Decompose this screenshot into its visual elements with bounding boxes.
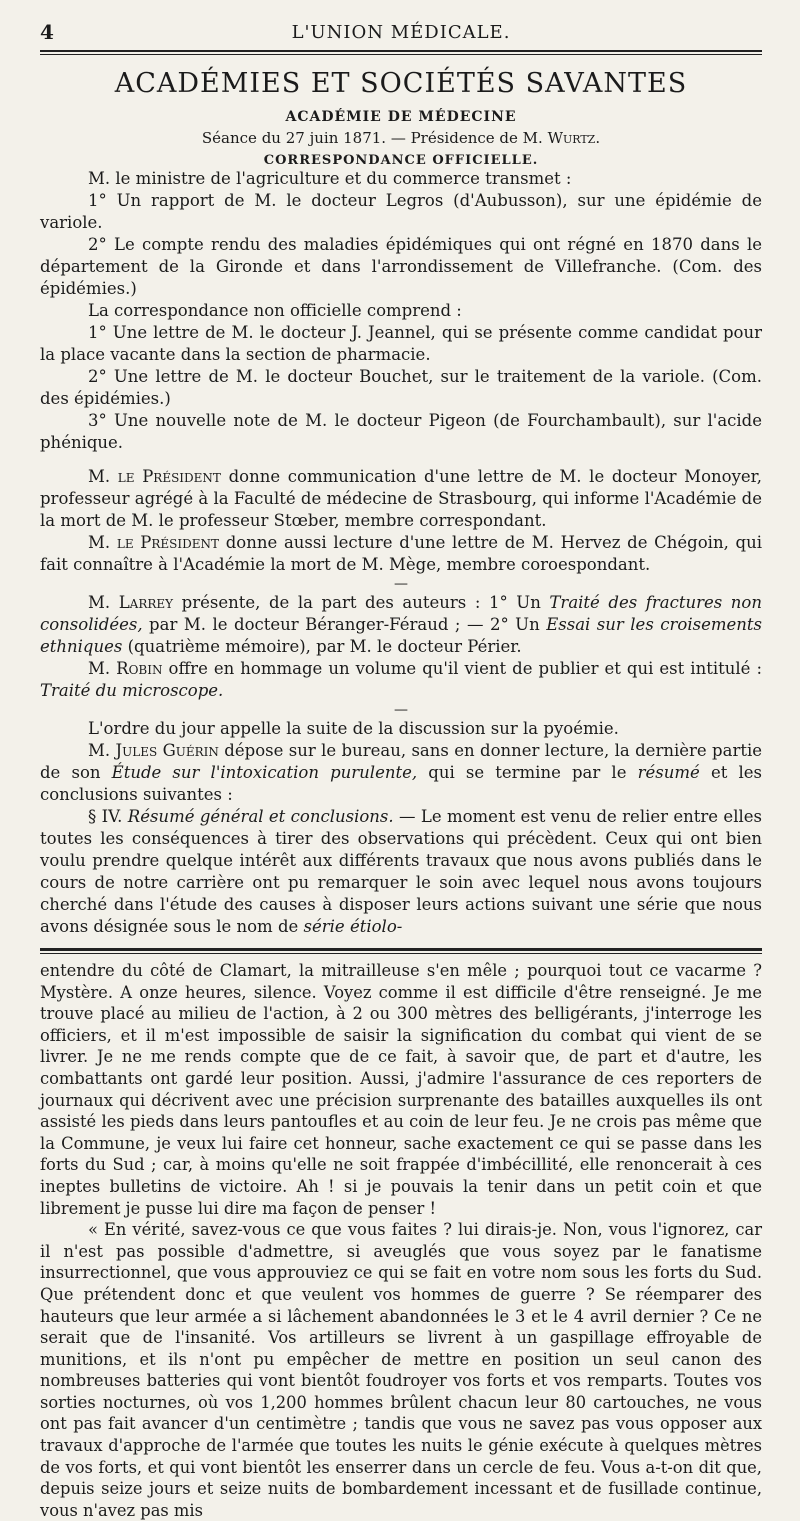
speaker: M. Larrey bbox=[88, 593, 174, 612]
speaker: M. le Président bbox=[88, 467, 221, 486]
paragraph bbox=[40, 740, 762, 806]
paragraph bbox=[40, 466, 762, 532]
paragraph bbox=[40, 806, 762, 938]
paragraph: M. le ministre de l'agriculture et du commerce transmet : bbox=[88, 169, 572, 188]
paragraph: 2° Le compte rendu des maladies épidémiques qui ont régné en 1870 dans le département de la Gironde et dans l'arrondissement de Villefranche. (Com. des épidémies.) bbox=[40, 235, 762, 298]
paragraph-text: (quatrième mémoire), par M. le docteur Périer. bbox=[122, 637, 522, 656]
paragraph bbox=[40, 592, 762, 658]
page-number: 4 bbox=[40, 20, 54, 44]
feuilleton-rule bbox=[40, 948, 762, 951]
feuilleton bbox=[40, 960, 762, 1521]
paragraph-text: qui se termine par le bbox=[417, 763, 638, 782]
paragraph bbox=[40, 532, 762, 576]
speaker: M. Jules Guérin bbox=[88, 741, 219, 760]
emphasis: série étiolo- bbox=[303, 917, 403, 936]
paragraph: L'ordre du jour appelle la suite de la discussion sur la pyoémie. bbox=[88, 719, 619, 738]
work-title: Étude sur l'intoxication purulente, bbox=[111, 763, 418, 782]
paragraph-text: par M. le docteur Béranger-Féraud ; — 2° Un bbox=[142, 615, 547, 634]
correspondance-heading: CORRESPONDANCE OFFICIELLE. bbox=[263, 153, 539, 168]
speaker: M. Robin bbox=[88, 659, 163, 678]
paragraph bbox=[40, 658, 762, 702]
seance-text: Séance du 27 juin 1871. — Présidence de M. bbox=[201, 129, 548, 147]
emphasis: résumé bbox=[637, 763, 700, 782]
paragraph: 1° Un rapport de M. le docteur Legros (d'Aubusson), sur une épidémie de variole. bbox=[40, 191, 762, 232]
paragraph: « En vérité, savez-vous ce que vous faites ? lui dirais-je. Non, vous l'ignorez, car il n'est pas possible d'admettre, si aveuglés que vous soyez par le fanatisme insurrectionnel, que vous approuviez ce qui se fait en votre nom sous les forts du Sud. Que prétendent donc et que veulent vos hommes de guerre ? Se réemparer des hauteurs que leur armée a si lâchement abandonnées le 3 et le 4 avril dernier ? Ce ne serait que de l'insanité. Vos artilleurs se livrent à un gaspillage effroyable de munitions, et ils n'ont pu empêcher de mettre en position un seul canon des nombreuses batteries qui vont bientôt foudroyer vos forts et vos remparts. Toutes vos sorties nocturnes, où vos 1,200 hommes brûlent chacun leur 80 cartouches, ne vous ont pas fait avancer d'un centimètre ; tandis que vous ne savez pas vous opposer aux travaux d'approche de l'armée que toutes les nuits le génie exécute à quelques mètres de vos forts, et qui vont bientôt les enserrer dans un cercle de feu. Vous a-t-on dit que, depuis seize jours et seize nuits de bombardement incessant et de fusillade continue, vous n'avez pas mis bbox=[40, 1220, 762, 1520]
page-header bbox=[40, 18, 762, 48]
journal-title: L'UNION MÉDICALE. bbox=[291, 22, 511, 43]
section-number: § IV. bbox=[88, 807, 128, 826]
paragraph: 3° Une nouvelle note de M. le docteur Pigeon (de Fourchambault), sur l'acide phénique. bbox=[40, 411, 762, 452]
paragraph-text: offre en hommage un volume qu'il vient de publier et qui est intitulé : bbox=[162, 659, 762, 678]
feuilleton-rule-thin bbox=[40, 953, 762, 954]
spacer bbox=[40, 454, 762, 466]
paragraph-text: et les conclusions suivantes : bbox=[40, 763, 762, 804]
seance-line bbox=[40, 129, 762, 147]
subsection-title: Résumé général et conclusions. bbox=[127, 807, 394, 826]
paragraph-text: donne aussi lecture d'une lettre de M. Hervez de Chégoin, qui fait connaître à l'Académie la mort de M. Mège, membre coroespondant. bbox=[40, 533, 762, 574]
paragraph-text: — Le moment est venu de relier entre elles toutes les conséquences à tirer des observations qui précèdent. Ceux qui ont bien voulu prendre quelque intérêt aux différents travaux que nous avons publiés dans le cours de notre carrière ont pu remarquer le soin avec lequel nous avons toujours cherché dans l'étude des causes à disposer leurs actions suivant une série que nous avons désignée sous le nom de bbox=[40, 807, 762, 936]
page bbox=[40, 18, 762, 1521]
president-name: Wurtz. bbox=[547, 129, 601, 147]
paragraph-text: donne communication d'une lettre de M. le docteur Monoyer, professeur agrégé à la Faculté de médecine de Strasbourg, qui informe l'Académie de la mort de M. le professeur Stœber, membre correspondant. bbox=[40, 467, 762, 530]
paragraph: 2° Une lettre de M. le docteur Bouchet, sur le traitement de la variole. (Com. des épidémies.) bbox=[40, 367, 762, 408]
work-title: Essai sur les croisements ethniques bbox=[40, 615, 762, 656]
separator-dash: — bbox=[394, 702, 408, 718]
paragraph: 1° Une lettre de M. le docteur J. Jeannel, qui se présente comme candidat pour la place vacante dans la section de pharmacie. bbox=[40, 323, 762, 364]
academy-heading: ACADÉMIE DE MÉDECINE bbox=[285, 109, 517, 125]
paragraph-text: dépose sur le bureau, sans en donner lecture, la dernière partie de son bbox=[40, 741, 763, 782]
header-rule-thin bbox=[40, 54, 762, 55]
section-title: ACADÉMIES ET SOCIÉTÉS SAVANTES bbox=[114, 68, 688, 99]
work-title: Traité des fractures non consolidées, bbox=[40, 593, 762, 634]
speaker: M. le Président bbox=[88, 533, 220, 552]
paragraph: La correspondance non officielle comprend : bbox=[88, 301, 462, 320]
paragraph: entendre du côté de Clamart, la mitrailleuse s'en mêle ; pourquoi tout ce vacarme ? Mystère. A onze heures, silence. Voyez comme il est difficile d'être renseigné. Je me trouve placé au milieu de l'action, à 2 ou 300 mètres des belligérants, j'interroge les officiers, et il m'est impossible de saisir la signification du combat qui vient de se livrer. Je ne me rends compte que de ce fait, à savoir que, de part et d'autre, les combattants ont gardé leur position. Aussi, j'admire l'assurance de ces reporters de journaux qui décrivent avec une précision surprenante des batailles auxquelles ils ont assisté les pieds dans leurs pantoufles et au coin de leur feu. Je ne crois pas même que la Commune, je veux lui faire cet honneur, sache exactement ce qui se passe dans les forts du Sud ; car, à moins qu'elle ne soit frappée d'imbécillité, elle renoncerait à ces ineptes bulletins de victoire. Ah ! si je pouvais la tenir dans un petit coin et que librement je pusse lui dire ma façon de penser ! bbox=[40, 961, 762, 1218]
paragraph-text: présente, de la part des auteurs : 1° Un bbox=[173, 593, 550, 612]
work-title: Traité du microscope. bbox=[40, 681, 224, 700]
header-rule bbox=[40, 50, 762, 52]
separator-dash: — bbox=[394, 576, 408, 592]
